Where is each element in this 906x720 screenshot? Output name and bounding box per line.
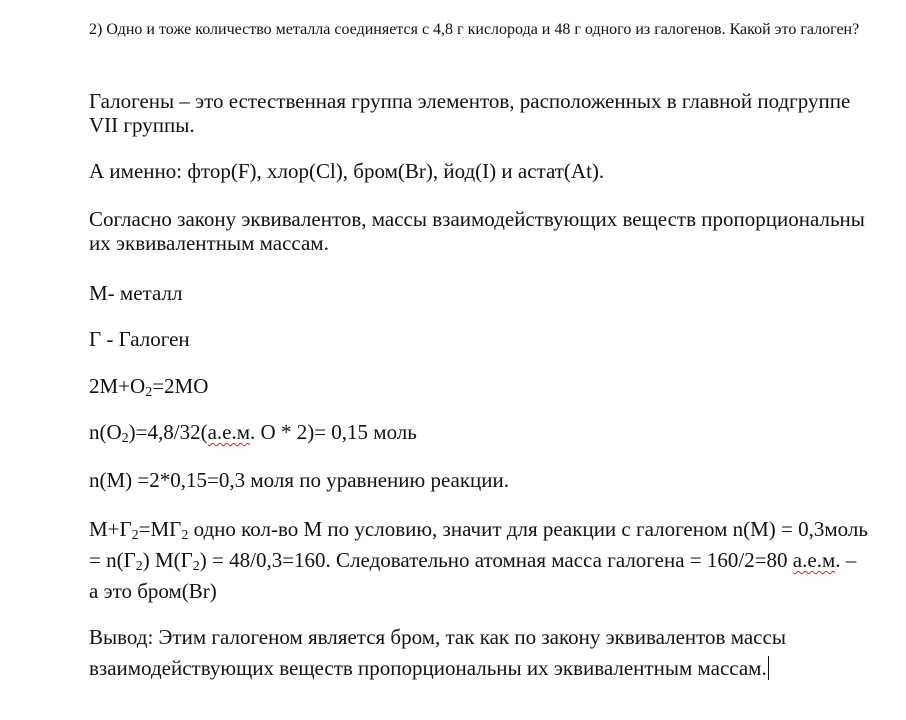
paragraph-halogen-notation: Г - Галоген [89, 327, 190, 351]
eq-part: ) = 48/0,3=160. Следовательно атомная масса галогена = 160/2=80 [199, 548, 793, 572]
eq-part: . O * 2)= 0,15 моль [250, 420, 417, 444]
equation-oxygen-moles [89, 420, 869, 444]
conclusion-text: Вывод: Этим галогеном является бром, так как по закону эквивалентов массы взаимодействующих веществ пропорциональны их эквивалентным массам. [89, 625, 786, 680]
subscript: 2 [135, 559, 143, 574]
eq-part: одно кол-во М по условию, значит для реакции с галогеном n(M) = 0,3моль = n(Г [89, 517, 868, 572]
paragraph-halogens-definition: Галогены – это естественная группа элементов, расположенных в главной подгруппе VII группы. [89, 89, 851, 137]
spellcheck-marked-word[interactable]: а.е.м [792, 548, 836, 572]
paragraph-halogens-list: А именно: фтор(F), хлор(Cl), бром(Br), йод(I) и астат(At). [89, 159, 605, 183]
paragraph-equivalents-law: Согласно закону эквивалентов, массы взаимодействующих веществ пропорциональны их эквивалентным массам. [89, 207, 865, 255]
eq-part: )=4,8/32( [128, 420, 208, 444]
task-statement: 2) Одно и тоже количество металла соединяется с 4,8 г кислорода и 48 г одного из галогенов. Какой это галоген? [89, 21, 860, 38]
paragraph-metal-notation: М- металл [89, 281, 183, 305]
subscript: 2 [121, 431, 129, 446]
eq-part: ) M(Г [142, 548, 193, 572]
eq-part: =MГ [138, 517, 182, 541]
eq-part: =2MO [152, 374, 209, 398]
subscript: 2 [192, 559, 200, 574]
eq-part: M+Г [89, 517, 132, 541]
paragraph-halogen-calculation [89, 514, 869, 607]
equation-metal-moles: n(M) =2*0,15=0,3 моля по уравнению реакции. [89, 468, 510, 492]
subscript: 2 [131, 528, 139, 543]
text-cursor [768, 656, 769, 680]
eq-part: n(O [89, 420, 122, 444]
subscript: 2 [181, 528, 189, 543]
equation-metal-oxygen [89, 374, 869, 398]
paragraph-conclusion [89, 622, 869, 684]
eq-part: 2M+O [89, 374, 146, 398]
subscript: 2 [145, 385, 153, 400]
spellcheck-marked-word[interactable]: а.е.м [207, 420, 251, 444]
eq-part: . – а это бром(Br) [89, 548, 857, 603]
